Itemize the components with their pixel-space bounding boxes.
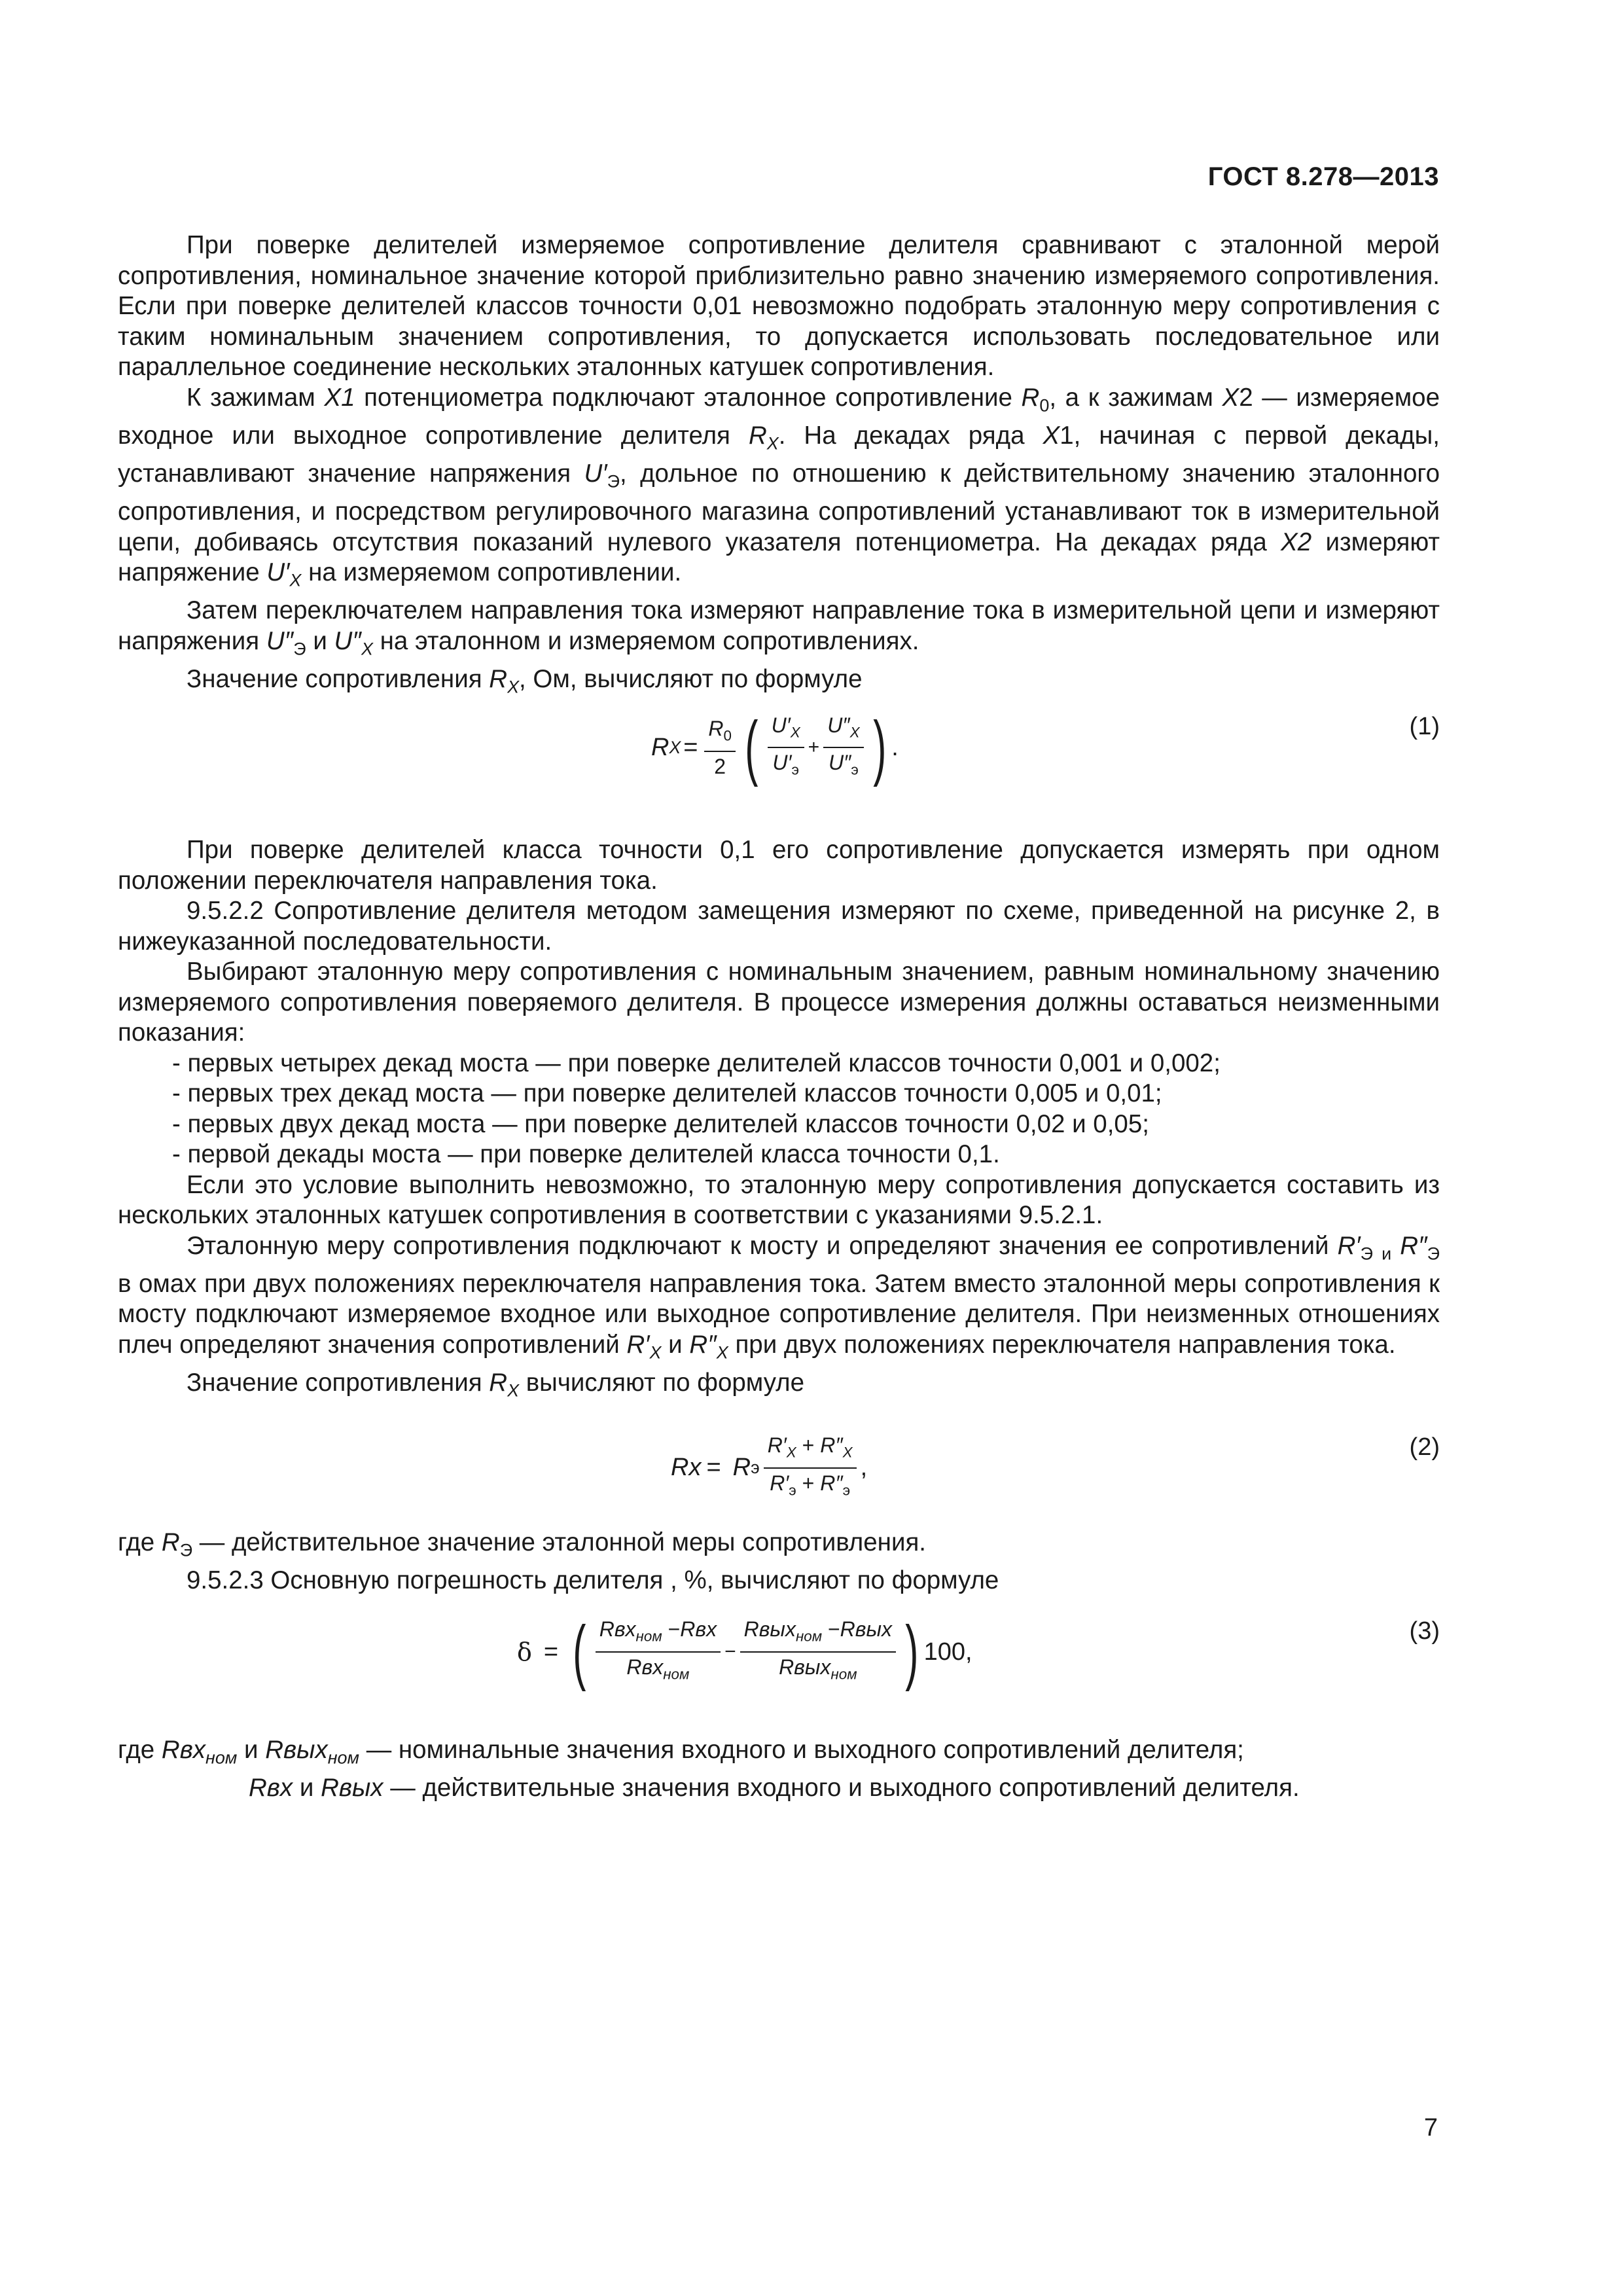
formula-1 [118,707,1440,813]
formula-number: (1) [1409,713,1440,741]
paragraph: где $R_Э$ — действительное значение эталонной меры сопротивления. [118,1528,926,1560]
fraction: $\frac{U'_X}{U'_э}$ [768,712,804,783]
list [118,1049,1440,1170]
fraction: $\frac{R_0}{2}$ [704,715,736,779]
list-item: - первых трех декад моста — при поверке делителей классов точности 0,005 и 0,01; [172,1079,1162,1108]
formula-number: (3) [1409,1617,1440,1645]
list-item: - первых четырех декад моста — при поверке делителей классов точности 0,001 и 0,002; [172,1049,1221,1077]
fraction: $\frac{U''_X}{U''_э}$ [823,712,863,783]
paragraph: где Rвх$_{ном}$ и Rвых$_{ном}$ — номинальные значения входного и выходного сопротивлений делителя; [118,1735,1244,1768]
paragraph: 9.5.2.3 Основную погрешность делителя , %, вычисляют по формуле [187,1566,999,1595]
document-header: ГОСТ 8.278—2013 [1207,162,1439,191]
page-number: 7 [1423,2114,1438,2142]
paragraph: Если это условие выполнить невозможно, то эталонную меру сопротивления допускается составить из нескольких эталонных катушек сопротивления в соответствии с указаниями 9.5.2.1. [118,1170,1440,1230]
paragraph: 9.5.2.2 Сопротивление делителя методом замещения измеряют по схеме, приведенной на рисунке 2, в нижеуказанной последовательности. [118,897,1440,956]
formula-1-expression: R X = $\frac{R_0}{2}$ ( $\frac{U'_X}{U'_э}$ + $\frac{U''_X}{U''_э}$ ) . [651,707,899,788]
paragraph: Rвх и Rвых — действительные значения входного и выходного сопротивлений делителя. [249,1774,1300,1803]
paragraph: Выбирают эталонную меру сопротивления с номинальным значением, равным номинальному значению измеряемого сопротивления поверяемого делителя. В процессе измерения должны оставаться неизменными показания: [118,958,1440,1047]
paragraph: Затем переключателем направления тока измеряют направление тока в измерительной цепи и измеряют напряжения $U''_Э$ и $U''_X$ на эталонном и измеряемом сопротивлениях. [118,596,1440,659]
paragraph: Эталонную меру сопротивления подключают к мосту и определяют значения ее сопротивлений $R'_Э$ $_и$ $R''_Э$ в омах при двух положениях переключателя направления тока. Затем вместо эталонной меры сопротивления к мосту подключают измеряемое входное или выходное сопротивление делителя. При неизменных отношениях плеч определяют значения сопротивлений $R'_X$ и $R''_X$ при двух положениях переключателя направления тока. [118,1231,1440,1363]
paragraph: При поверке делителей измеряемое сопротивление делителя сравнивают с эталонной мерой сопротивления, номинальное значение которой приблизительно равно значению измеряемого сопротивления. Если при поверке делителей классов точности 0,01 невозможно подобрать эталонную меру сопротивления с таким номинальным значением сопротивления, то допускается использовать последовательное или параллельное соединение нескольких эталонных катушек сопротивления. [118,231,1440,381]
fraction: $\frac{Rвых_{ном} -Rвых}{Rвых_{ном}}$ [740,1616,896,1687]
formula-number: (2) [1409,1433,1440,1462]
list-item: - первой декады моста — при поверке делителей класса точности 0,1. [172,1140,1000,1169]
formula-3 [118,1611,1440,1721]
formula-3-expression: δ = ( $\frac{Rвх_{ном} -Rвх}{Rвх_{ном}}$ − $\frac{Rвых_{ном} -Rвых}{Rвых_{ном}}$ ) 100, [517,1611,972,1692]
paragraph: Значение сопротивления $R_X$ вычисляют по формуле [187,1369,804,1401]
paragraph: При поверке делителей класса точности 0,1 его сопротивление допускается измерять при одном положении переключателя направления тока. [118,836,1440,895]
formula-2 [118,1432,1440,1530]
fraction: $\frac{R'_X + R''_X}{R'_э + R''_э}$ [764,1432,857,1503]
list-item: - первых двух декад моста — при поверке делителей классов точности 0,02 и 0,05; [172,1109,1149,1138]
body-text [118,230,1440,1804]
paragraph: К зажимам X1 потенциометра подключают эталонное сопротивление $R_0$, а к зажимам X2 — измеряемое входное или выходное сопротивление делителя $R_X$. На декадах ряда X1, начиная с первой декады, устанавливают значение напряжения $U'_Э$, дольное по отношению к действительному значению эталонного сопротивления, и посредством регулировочного магазина сопротивлений устанавливают ток в измерительной цепи, добиваясь отсутствия показаний нулевого указателя потенциометра. На декадах ряда X2 измеряют напряжение $U'_X$ на измеряемом сопротивлении. [118,383,1440,590]
fraction: $\frac{Rвх_{ном} -Rвх}{Rвх_{ном}}$ [596,1616,721,1687]
formula-2-expression: Rx = R э $\frac{R'_X + R''_X}{R'_э + R''_э}$ , [671,1432,867,1503]
paragraph: Значение сопротивления $R_X$, Ом, вычисляют по формуле [187,664,863,697]
